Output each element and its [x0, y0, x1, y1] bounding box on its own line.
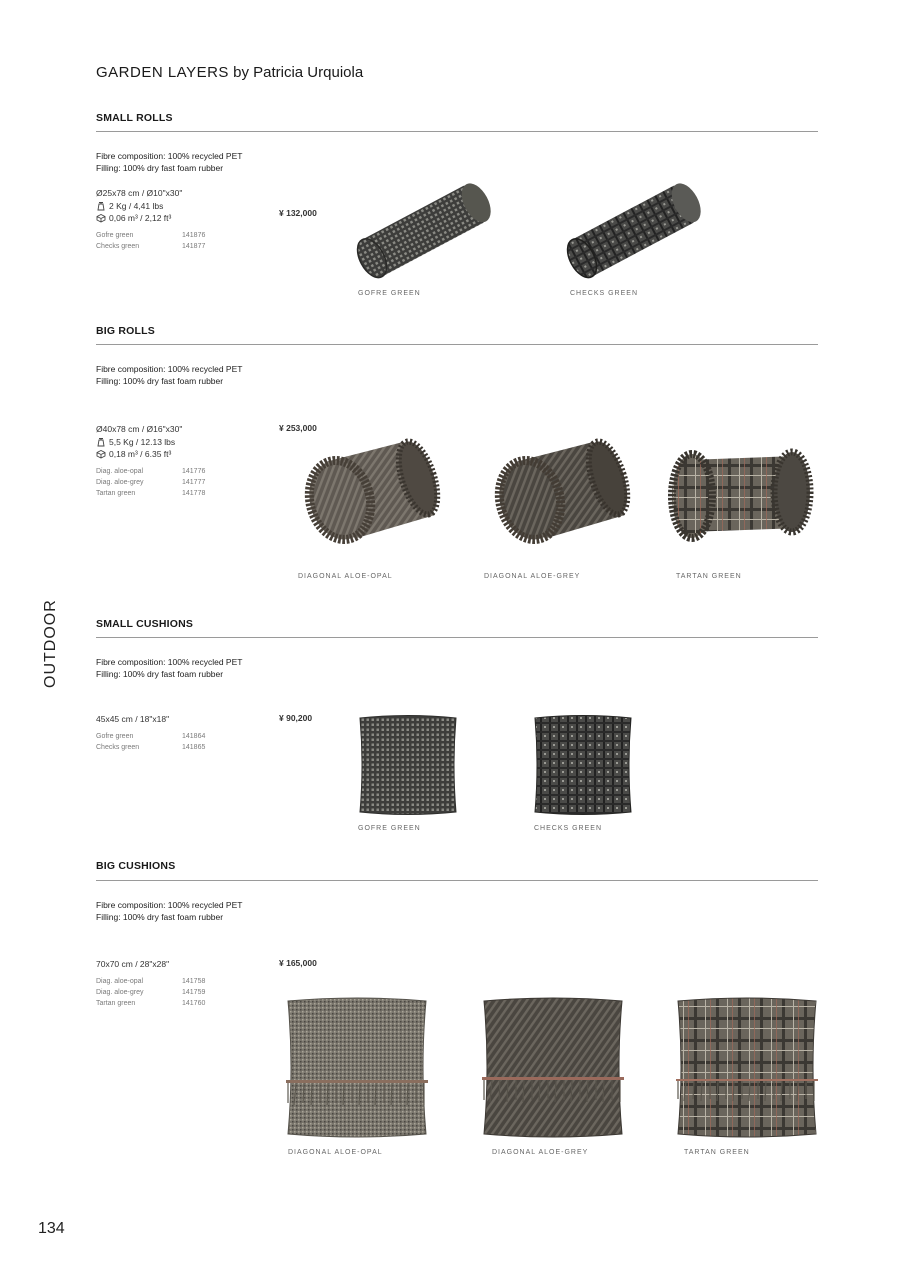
product-image-diagonal-aloe-grey-cushion	[478, 995, 628, 1140]
product-caption: DIAGONAL ALOE-GREY	[484, 573, 581, 580]
code-name: Gofre green	[96, 232, 134, 239]
product-caption: TARTAN GREEN	[676, 573, 742, 580]
volume-line	[96, 448, 182, 461]
section-title: SMALL ROLLS	[96, 112, 173, 124]
code-row	[96, 466, 205, 477]
size-value: Ø25x78 cm / Ø10"x30"	[96, 188, 183, 198]
section-title: BIG ROLLS	[96, 325, 155, 337]
specs	[96, 958, 169, 971]
size-value: Ø40x78 cm / Ø16"x30"	[96, 424, 183, 434]
weight-icon	[96, 437, 106, 447]
code-row	[96, 987, 205, 998]
product-caption: GOFRE GREEN	[358, 825, 421, 832]
code-list	[96, 466, 205, 499]
code-row	[96, 488, 205, 499]
code-name: Tartan green	[96, 490, 136, 497]
composition	[96, 363, 242, 387]
product-image-gofre-cushion	[356, 713, 460, 817]
weight-value: 2 Kg / 4,41 lbs	[109, 200, 164, 211]
size-value: 70x70 cm / 28"x28"	[96, 959, 170, 969]
code-name: Diag. aloe-grey	[96, 989, 144, 996]
code-list	[96, 731, 205, 753]
weight-icon	[96, 201, 106, 211]
product-image-diagonal-aloe-opal-cushion	[282, 995, 432, 1140]
code-number: 141877	[182, 243, 206, 250]
code-number: 141760	[182, 1000, 206, 1007]
code-number: 141876	[182, 232, 206, 239]
product-caption: CHECKS GREEN	[570, 290, 639, 297]
section-title: BIG CUSHIONS	[96, 860, 176, 872]
side-label: OUTDOOR	[42, 599, 59, 688]
fibre-line: Fibre composition: 100% recycled PET	[96, 364, 243, 374]
product-caption: GOFRE GREEN	[358, 290, 421, 297]
specs	[96, 713, 169, 726]
collection-name: GARDEN LAYERS	[96, 64, 229, 81]
page-number: 134	[38, 1220, 65, 1237]
code-number: 141776	[182, 468, 206, 475]
code-row	[96, 731, 205, 742]
designer-name: by Patricia Urquiola	[233, 64, 364, 81]
product-caption: DIAGONAL ALOE-GREY	[492, 1149, 589, 1156]
weight-value: 5,5 Kg / 12.13 lbs	[109, 436, 176, 447]
weight-line	[96, 436, 182, 449]
page-title	[96, 64, 363, 81]
section-divider	[96, 344, 818, 345]
code-number: 141758	[182, 978, 206, 985]
product-caption: DIAGONAL ALOE-OPAL	[298, 573, 393, 580]
code-name: Gofre green	[96, 733, 134, 740]
section-divider	[96, 880, 818, 881]
composition	[96, 899, 242, 923]
code-list	[96, 230, 205, 252]
fibre-line: Fibre composition: 100% recycled PET	[96, 151, 243, 161]
price: ¥ 253,000	[279, 423, 317, 433]
weight-line	[96, 200, 182, 213]
code-name: Checks green	[96, 243, 140, 250]
code-row	[96, 230, 205, 241]
product-image-tartan-green-roll	[662, 420, 822, 550]
product-image-diagonal-aloe-grey-roll	[475, 420, 635, 550]
code-row	[96, 998, 205, 1009]
product-caption: DIAGONAL ALOE-OPAL	[288, 1149, 383, 1156]
size-line	[96, 187, 182, 200]
specs	[96, 187, 182, 225]
specs	[96, 423, 182, 461]
code-number: 141777	[182, 479, 206, 486]
fibre-line: Fibre composition: 100% recycled PET	[96, 657, 243, 667]
code-name: Diag. aloe-opal	[96, 978, 144, 985]
price: ¥ 90,200	[279, 713, 313, 723]
code-name: Diag. aloe-opal	[96, 468, 144, 475]
price: ¥ 165,000	[279, 958, 317, 968]
composition	[96, 656, 242, 680]
section-divider	[96, 131, 818, 132]
filling-line: Filling: 100% dry fast foam rubber	[96, 163, 224, 173]
code-row	[96, 976, 205, 987]
product-image-diagonal-aloe-opal-roll	[285, 420, 445, 550]
volume-value: 0,06 m³ / 2,12 ft³	[109, 213, 172, 223]
code-number: 141864	[182, 733, 206, 740]
section-divider	[96, 637, 818, 638]
code-number: 141759	[182, 989, 206, 996]
section-title: SMALL CUSHIONS	[96, 618, 194, 630]
fibre-line: Fibre composition: 100% recycled PET	[96, 900, 243, 910]
code-row	[96, 742, 205, 753]
box-icon	[96, 449, 106, 459]
code-row	[96, 241, 205, 252]
volume-line	[96, 212, 182, 225]
product-caption: CHECKS GREEN	[534, 825, 603, 832]
code-row	[96, 477, 205, 488]
code-name: Checks green	[96, 744, 140, 751]
filling-line: Filling: 100% dry fast foam rubber	[96, 912, 224, 922]
volume-value: 0,18 m³ / 6.35 ft³	[109, 449, 172, 459]
composition	[96, 150, 242, 174]
size-line	[96, 958, 169, 971]
filling-line: Filling: 100% dry fast foam rubber	[96, 376, 224, 386]
product-image-checks-roll	[560, 180, 710, 280]
price: ¥ 132,000	[279, 208, 317, 218]
code-name: Tartan green	[96, 1000, 136, 1007]
product-image-tartan-green-cushion	[672, 995, 822, 1140]
size-line	[96, 423, 182, 436]
box-icon	[96, 213, 106, 223]
code-name: Diag. aloe-grey	[96, 479, 144, 486]
code-list	[96, 976, 205, 1009]
code-number: 141865	[182, 744, 206, 751]
size-value: 45x45 cm / 18"x18"	[96, 714, 170, 724]
code-number: 141778	[182, 490, 206, 497]
product-image-checks-cushion	[531, 713, 635, 817]
size-line	[96, 713, 169, 726]
filling-line: Filling: 100% dry fast foam rubber	[96, 669, 224, 679]
product-image-gofre-roll	[350, 180, 500, 280]
product-caption: TARTAN GREEN	[684, 1149, 750, 1156]
